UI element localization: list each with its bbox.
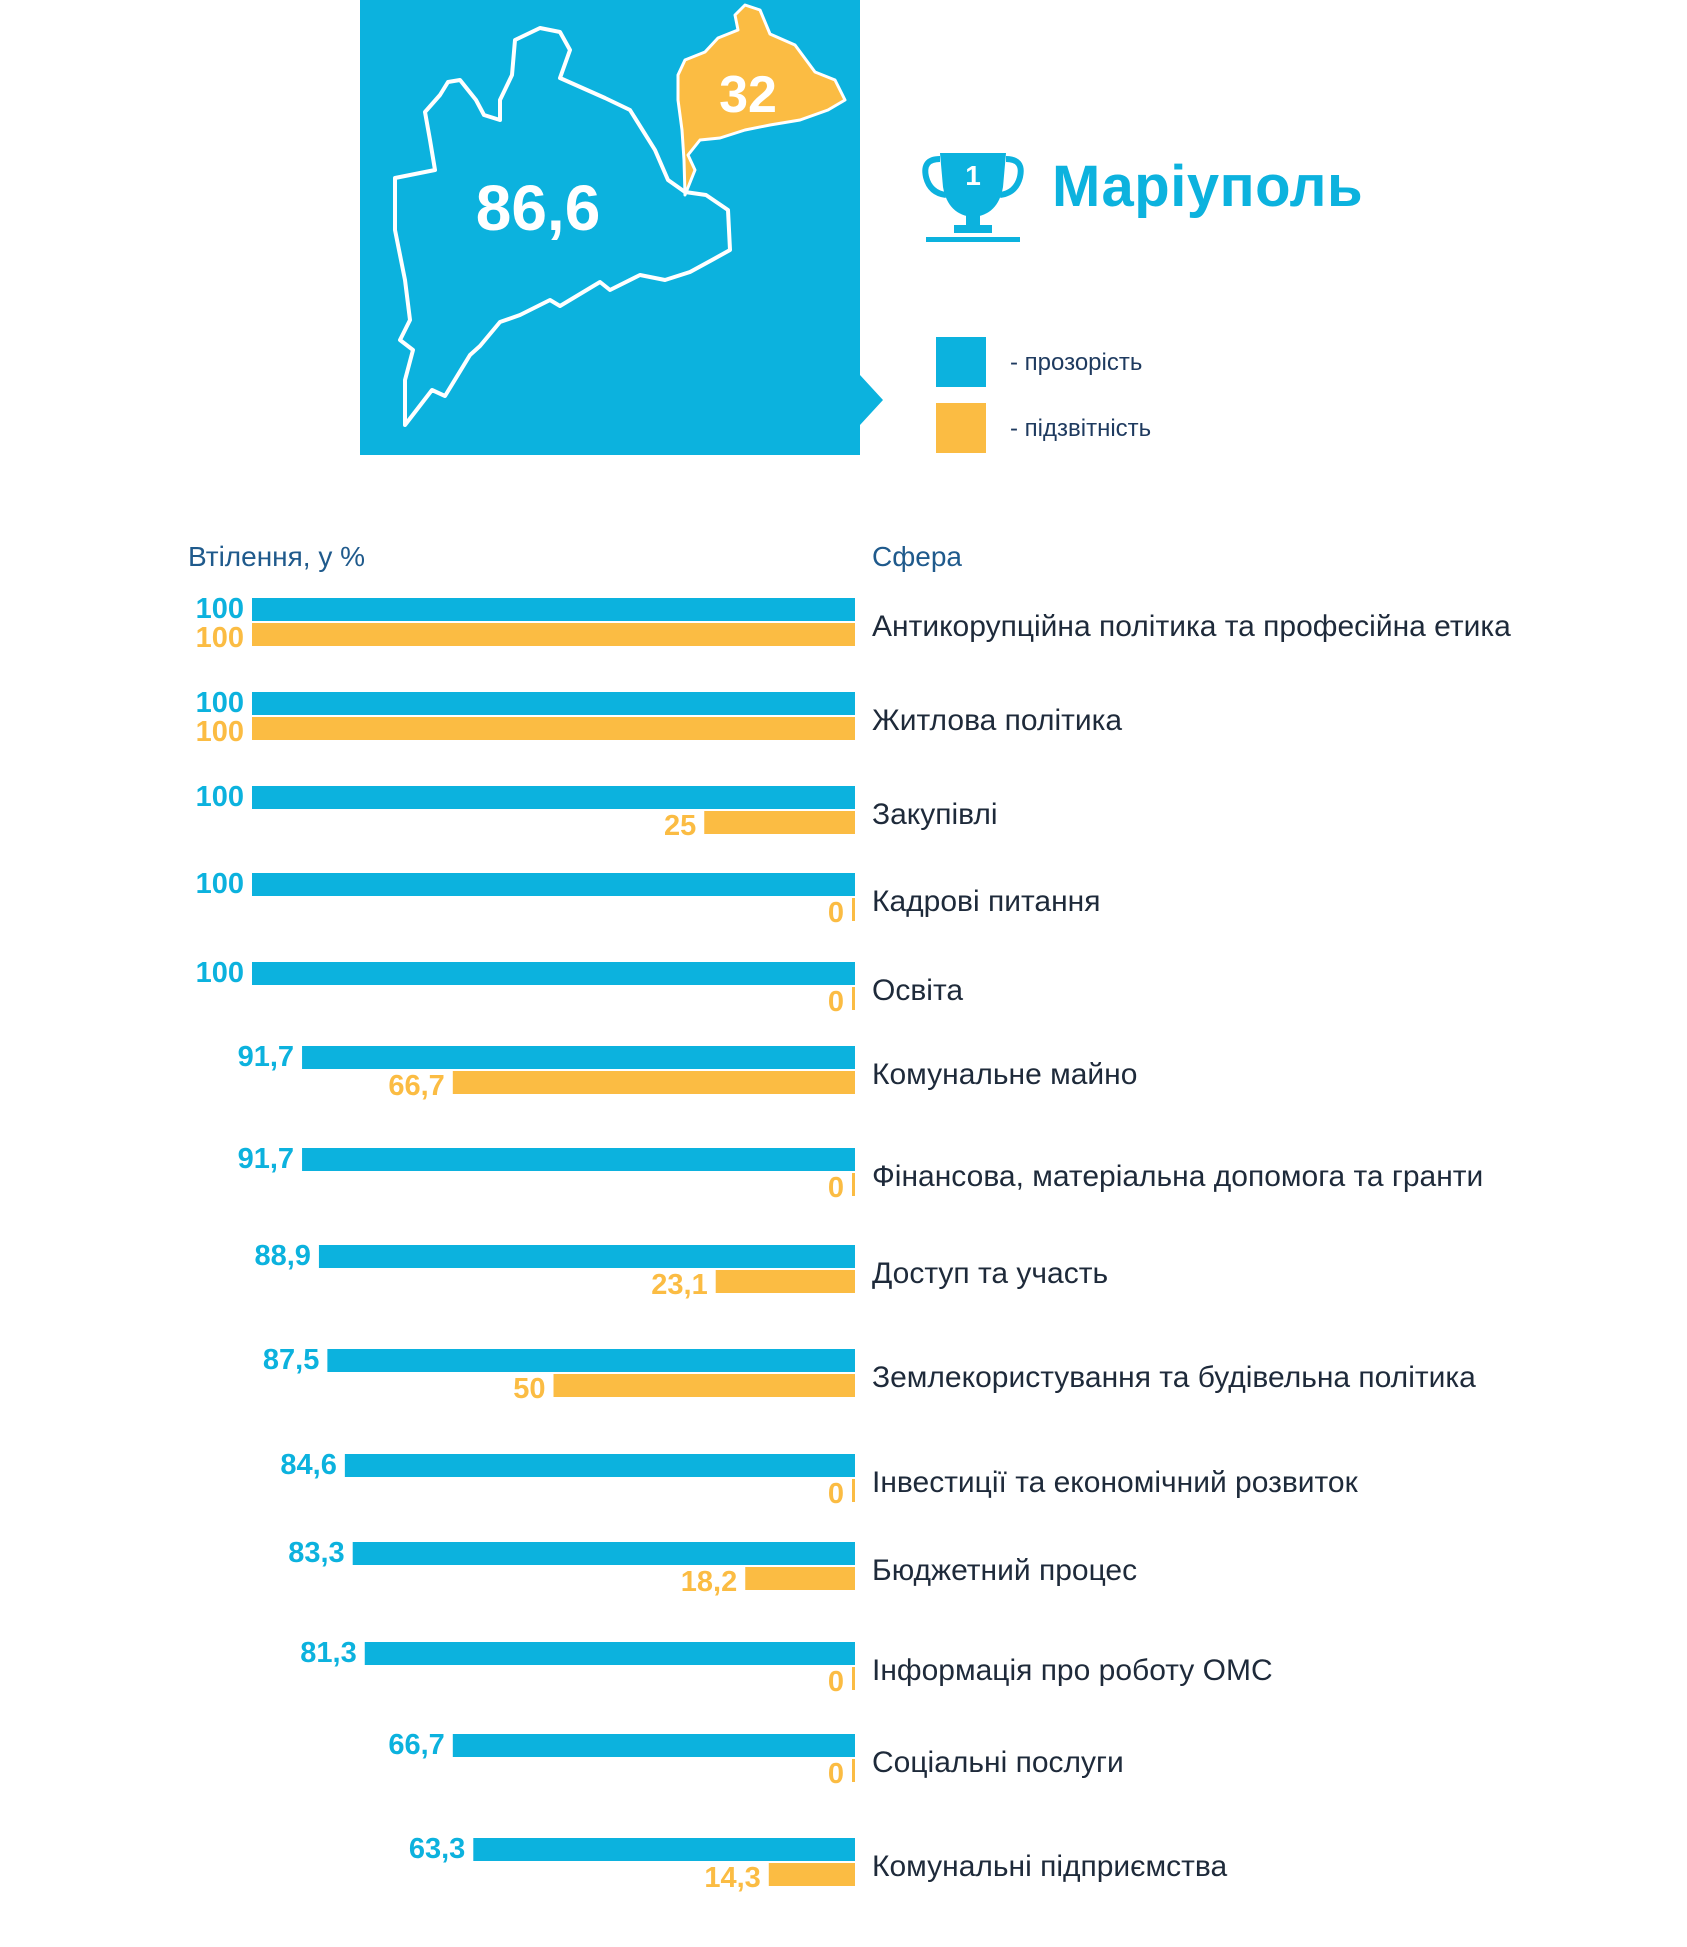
transparency-value-label: 83,3	[288, 1537, 345, 1569]
city-name: Маріуполь	[1052, 154, 1364, 219]
accountability-value-label: 0	[827, 1758, 844, 1790]
accountability-bar	[852, 898, 855, 921]
accountability-value-label: 0	[827, 1172, 844, 1204]
transparency-bar	[252, 786, 855, 809]
transparency-bar	[473, 1838, 855, 1861]
rank-number: 1	[965, 160, 981, 191]
accountability-value-label: 50	[513, 1373, 546, 1405]
accountability-bar	[852, 1759, 855, 1782]
transparency-score: 86,6	[475, 172, 601, 244]
accountability-bar	[453, 1071, 855, 1094]
transparency-value-label: 63,3	[408, 1833, 466, 1865]
accountability-value-label: 100	[195, 622, 244, 654]
category-label: Інвестиції та економічний розвиток	[872, 1466, 1358, 1499]
category-label: Комунальне майно	[872, 1058, 1138, 1091]
transparency-bar	[319, 1245, 855, 1268]
transparency-bar	[252, 598, 855, 621]
accountability-score: 32	[719, 66, 777, 124]
transparency-bar	[252, 873, 855, 896]
accountability-bar	[554, 1374, 856, 1397]
transparency-value-label: 84,6	[280, 1449, 337, 1481]
legend-label: - підзвітність	[1010, 415, 1152, 442]
transparency-value-label: 100	[195, 593, 244, 625]
category-label: Бюджетний процес	[872, 1554, 1138, 1587]
legend-label: - прозорість	[1010, 349, 1143, 376]
transparency-value-label: 100	[195, 687, 244, 719]
category-label: Антикорупційна політика та професійна етика	[872, 610, 1511, 643]
transparency-value-label: 91,7	[237, 1143, 295, 1175]
transparency-bar	[252, 692, 855, 715]
category-label: Закупівлі	[872, 798, 998, 831]
category-label: Соціальні послуги	[872, 1746, 1124, 1779]
transparency-bar	[453, 1734, 855, 1757]
accountability-value-label: 18,2	[680, 1566, 738, 1598]
category-label: Землекористування та будівельна політика	[872, 1361, 1476, 1394]
accountability-bar	[716, 1270, 855, 1293]
transparency-bar	[302, 1046, 855, 1069]
transparency-value-label: 91,7	[237, 1041, 295, 1073]
accountability-value-label: 66,7	[388, 1070, 445, 1102]
category-label: Кадрові питання	[872, 885, 1101, 918]
transparency-bar	[302, 1148, 855, 1171]
transparency-bar	[353, 1542, 855, 1565]
accountability-value-label: 0	[827, 1666, 844, 1698]
accountability-bar	[852, 1173, 855, 1196]
category-label: Доступ та участь	[872, 1257, 1109, 1290]
accountability-bar	[252, 623, 855, 646]
transparency-value-label: 100	[195, 781, 244, 813]
transparency-bar	[252, 962, 855, 985]
transparency-bar	[345, 1454, 855, 1477]
accountability-bar	[852, 1479, 855, 1502]
transparency-value-label: 66,7	[388, 1729, 445, 1761]
transparency-value-label: 81,3	[300, 1637, 357, 1669]
category-label: Житлова політика	[872, 704, 1123, 737]
accountability-value-label: 23,1	[651, 1269, 708, 1301]
transparency-bar	[365, 1642, 855, 1665]
accountability-bar	[704, 811, 855, 834]
accountability-value-label: 25	[663, 810, 697, 842]
accountability-value-label: 0	[827, 986, 844, 1018]
column-header-right: Сфера	[872, 541, 962, 572]
category-label: Інформація про роботу ОМС	[872, 1654, 1273, 1687]
column-header-left: Втілення, у %	[188, 541, 366, 572]
accountability-bar	[745, 1567, 855, 1590]
accountability-value-label: 0	[827, 897, 844, 929]
accountability-value-label: 0	[827, 1478, 844, 1510]
accountability-value-label: 100	[195, 716, 244, 748]
transparency-value-label: 88,9	[254, 1240, 311, 1272]
transparency-value-label: 100	[195, 868, 244, 900]
category-label: Фінансова, матеріальна допомога та гранти	[872, 1160, 1484, 1193]
accountability-bar	[252, 717, 855, 740]
accountability-bar	[852, 987, 855, 1010]
category-label: Комунальні підприємства	[872, 1850, 1228, 1883]
transparency-value-label: 100	[195, 957, 244, 989]
accountability-bar	[852, 1667, 855, 1690]
category-label: Освіта	[872, 974, 964, 1007]
transparency-bar	[327, 1349, 855, 1372]
transparency-value-label: 87,5	[262, 1344, 320, 1376]
accountability-bar	[769, 1863, 855, 1886]
accountability-value-label: 14,3	[704, 1862, 761, 1894]
